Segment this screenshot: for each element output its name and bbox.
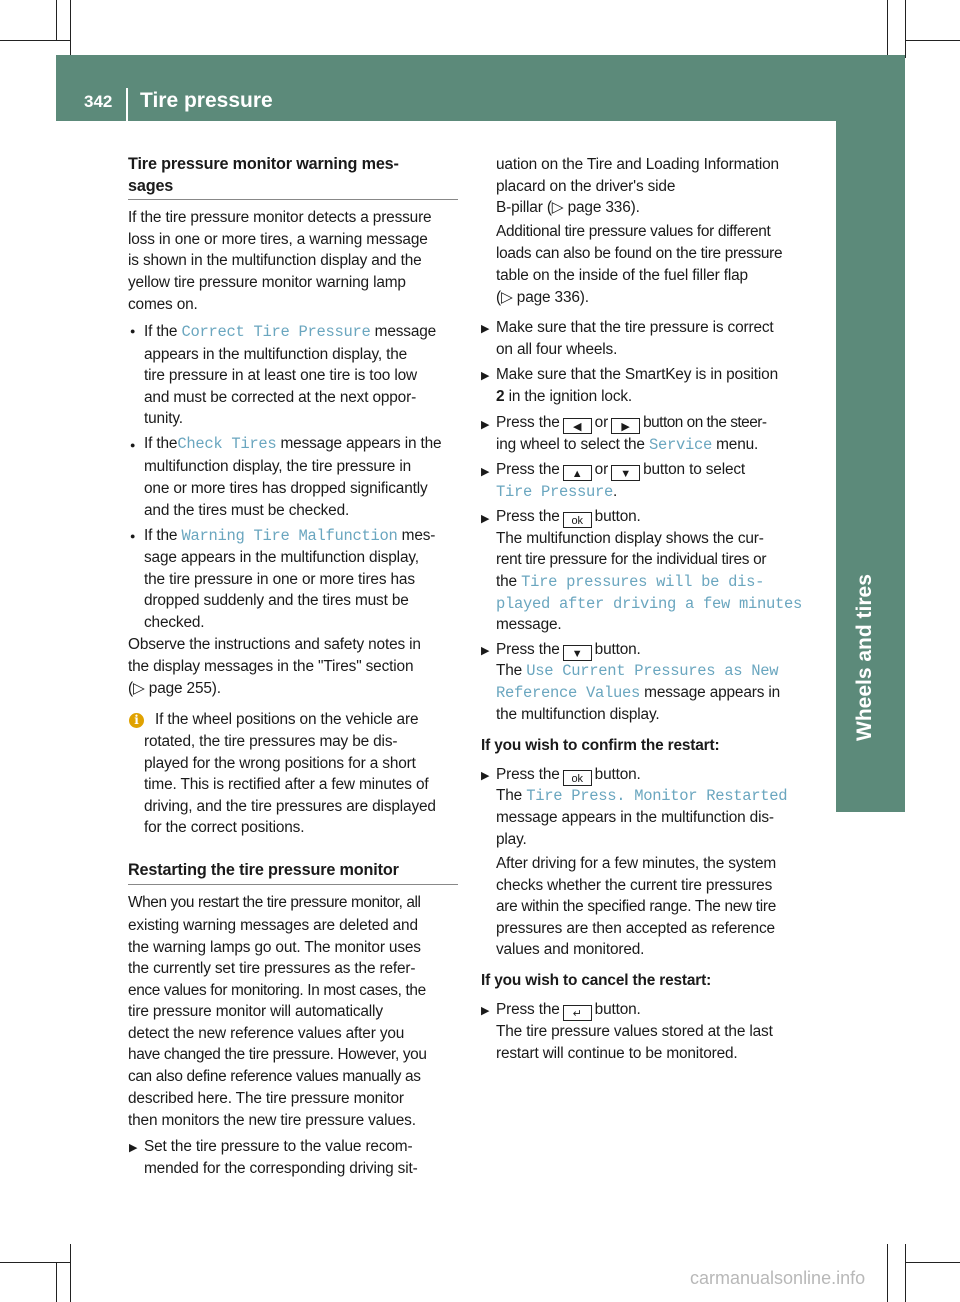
info-text: time. This is rectified after a few minutes of (144, 776, 429, 793)
step-text: uation on the Tire and Loading Information (496, 156, 779, 173)
list-item-text: and must be corrected at the next oppor- (144, 389, 417, 406)
step-text: pressures are then accepted as reference (496, 920, 775, 937)
text-run: or (594, 461, 609, 478)
display-message: Tire Pressure (496, 483, 614, 501)
step-text: table on the inside of the fuel filler flap (496, 267, 748, 284)
step-text: Additional tire pressure values for different (496, 223, 771, 240)
step-text (496, 460, 745, 481)
step-text: Make sure that the tire pressure is correct (496, 319, 774, 336)
back-button: ↵ (563, 1005, 592, 1021)
text-run: menu. (716, 436, 759, 453)
crop-mark (56, 1262, 57, 1302)
step-text: play. (496, 831, 527, 848)
body-text: loss in one or more tires, a warning message (128, 231, 428, 248)
text-run: message (374, 323, 437, 340)
page-reference[interactable]: (▷ page 255). (128, 680, 221, 697)
list-item-text: and the tires must be checked. (144, 502, 350, 519)
text-run: . (613, 483, 618, 500)
text-run: or (594, 414, 609, 431)
step-text (496, 683, 780, 703)
subheading: If you wish to confirm the restart: (481, 737, 720, 754)
list-item-text: dropped suddenly and the tires must be (144, 592, 409, 609)
bullet-icon: ● (130, 326, 136, 336)
step-arrow-icon: ▶ (481, 466, 490, 478)
crop-mark (70, 1244, 71, 1302)
down-button: ▼ (563, 645, 592, 661)
list-item-text: tunity. (144, 410, 183, 427)
info-icon: i (129, 713, 144, 728)
step-text: After driving for a few minutes, the system (496, 855, 777, 872)
up-button: ▲ (563, 465, 592, 481)
display-message: Tire Press. Monitor Restarted (526, 787, 788, 805)
step-arrow-icon: ▶ (481, 770, 490, 782)
page-number: 342 (84, 92, 113, 111)
crop-mark (887, 1244, 888, 1302)
step-text (496, 507, 641, 528)
text-run: ing wheel to select the (496, 436, 645, 453)
body-text: the currently set tire pressures as the refer- (128, 960, 416, 977)
text-run: button. (594, 1001, 641, 1018)
body-text: is shown in the multifunction display and the (128, 252, 422, 269)
step-text (496, 640, 641, 661)
step-text (496, 786, 787, 806)
text-run: message appears in (644, 684, 781, 701)
step-text: checks whether the current tire pressures (496, 877, 773, 894)
step-text: placard on the driver's side (496, 178, 676, 195)
info-text: for the correct positions. (144, 819, 305, 836)
heading-rule (128, 199, 458, 200)
step-text (496, 572, 764, 592)
step-arrow-icon: ▶ (481, 513, 490, 525)
display-message: Service (648, 436, 712, 454)
step-text (496, 482, 617, 502)
list-item (144, 434, 441, 454)
right-button: ▶ (611, 418, 640, 434)
crop-mark (0, 1262, 70, 1263)
body-text: the display messages in the "Tires" section (128, 658, 414, 675)
ok-button: ok (563, 512, 592, 528)
crop-mark (905, 0, 906, 58)
body-text: the warning lamps go out. The monitor uses (128, 939, 421, 956)
down-button: ▼ (611, 465, 640, 481)
display-message: Reference Values (496, 684, 641, 702)
bullet-icon: ● (130, 531, 136, 541)
page-reference[interactable]: (▷ page 336). (496, 289, 589, 306)
text-run: button on the steer- (643, 414, 767, 431)
step-text: Make sure that the SmartKey is in position (496, 366, 778, 383)
step-arrow-icon: ▶ (481, 323, 490, 335)
text-run: Press the (496, 508, 560, 525)
text-run: mes- (401, 527, 436, 544)
text-run: button. (594, 641, 641, 658)
text-run: Press the (496, 414, 560, 431)
step-text: loads can also be found on the tire pressure (496, 245, 783, 262)
header-divider (126, 88, 128, 121)
step-text: values and monitored. (496, 941, 645, 958)
step-text: message appears in the multifunction dis- (496, 809, 774, 826)
text-run: The (496, 787, 523, 804)
crop-mark (905, 1262, 960, 1263)
body-text: ence values for monitoring. In most cases, the (128, 982, 426, 999)
text-run: button to select (643, 461, 746, 478)
step-text: are within the specified range. The new tire (496, 898, 776, 915)
step-text: The tire pressure values stored at the last (496, 1023, 773, 1040)
body-text: have changed the tire pressure. However, you (128, 1046, 427, 1063)
info-text: If the wheel positions on the vehicle are (155, 711, 419, 728)
list-item-text: appears in the multifunction display, the (144, 346, 408, 363)
crop-mark (70, 0, 71, 58)
body-text: then monitors the new tire pressure values. (128, 1112, 416, 1129)
section-heading: Restarting the tire pressure monitor (128, 861, 399, 879)
display-message: played after driving a few minutes (496, 595, 803, 613)
body-text: tire pressure monitor will automatically (128, 1003, 383, 1020)
text-run: Press the (496, 461, 560, 478)
body-text: Observe the instructions and safety notes in (128, 636, 421, 653)
body-text: comes on. (128, 296, 198, 313)
list-item-text: multifunction display, the tire pressure in (144, 458, 412, 475)
body-text: If the tire pressure monitor detects a pressure (128, 209, 432, 226)
crop-mark (905, 1244, 906, 1302)
step-text (496, 661, 778, 681)
text-run: Press the (496, 766, 560, 783)
step-arrow-icon: ▶ (481, 645, 490, 657)
step-text (496, 1000, 641, 1021)
page-reference[interactable]: B-pillar (▷ page 336). (496, 199, 640, 216)
step-arrow-icon: ▶ (481, 1005, 490, 1017)
step-arrow-icon: ▶ (481, 370, 490, 382)
body-text: can also define reference values manually as (128, 1068, 421, 1085)
body-text: detect the new reference values after you (128, 1025, 405, 1042)
text-run: Press the (496, 641, 560, 658)
text-run: button. (594, 508, 641, 525)
step-text: The multifunction display shows the cur- (496, 530, 764, 547)
display-message: Warning Tire Malfunction (181, 527, 398, 545)
text-run: message appears in the (280, 435, 442, 452)
text-run: The (496, 662, 523, 679)
crop-mark (887, 0, 888, 58)
section-heading: Tire pressure monitor warning mes- (128, 155, 399, 173)
text-run: If the (144, 435, 178, 452)
step-text: Set the tire pressure to the value recom- (144, 1138, 413, 1155)
step-text: mended for the corresponding driving sit- (144, 1160, 418, 1177)
step-text: restart will continue to be monitored. (496, 1045, 738, 1062)
list-item (144, 322, 436, 342)
body-text: yellow tire pressure monitor warning lamp (128, 274, 406, 291)
step-text (496, 435, 758, 455)
bullet-icon: ● (130, 440, 136, 450)
page-title: Tire pressure (140, 89, 273, 112)
info-text: driving, and the tire pressures are displayed (144, 798, 436, 815)
watermark: carmanualsonline.info (690, 1268, 866, 1288)
text-run: in the ignition lock. (508, 388, 633, 405)
info-text: rotated, the tire pressures may be dis- (144, 733, 398, 750)
list-item-text: the tire pressure in one or more tires has (144, 571, 415, 588)
info-text: played for the wrong positions for a short (144, 755, 416, 772)
step-text: the multifunction display. (496, 706, 660, 723)
display-message: Tire pressures will be dis- (521, 573, 765, 591)
step-text: message. (496, 616, 562, 633)
list-item-text: checked. (144, 614, 205, 631)
crop-mark (0, 40, 70, 41)
body-text: When you restart the tire pressure monitor, all (128, 894, 421, 911)
body-text: existing warning messages are deleted and (128, 917, 418, 934)
left-button: ◀ (563, 418, 592, 434)
step-arrow-icon: ▶ (129, 1142, 138, 1154)
crop-mark (905, 40, 960, 41)
text-run: If the (144, 323, 178, 340)
body-text: described here. The tire pressure monitor (128, 1090, 404, 1107)
step-text (496, 387, 632, 407)
crop-mark (56, 0, 57, 40)
key-position: 2 (496, 388, 505, 405)
display-message: Correct Tire Pressure (181, 323, 371, 341)
text-run: If the (144, 527, 178, 544)
side-tab-label-wrap (836, 121, 905, 761)
list-item (144, 526, 435, 546)
step-text (496, 413, 767, 434)
step-text: on all four wheels. (496, 341, 618, 358)
display-message: Use Current Pressures as New (526, 662, 779, 680)
text-run: the (496, 573, 517, 590)
list-item-text: tire pressure in at least one tire is too low (144, 367, 417, 384)
list-item-text: one or more tires has dropped significantly (144, 480, 428, 497)
ok-button: ok (563, 770, 592, 786)
step-arrow-icon: ▶ (481, 419, 490, 431)
heading-rule (128, 884, 458, 885)
side-tab-label: Wheels and tires (853, 574, 876, 741)
list-item-text: sage appears in the multifunction display, (144, 549, 419, 566)
step-text: rent tire pressure for the individual tires or (496, 551, 767, 568)
text-run: button. (594, 766, 641, 783)
step-text (496, 765, 641, 786)
section-heading: sages (128, 177, 174, 195)
display-message: Check Tires (177, 435, 277, 453)
text-run: Press the (496, 1001, 560, 1018)
subheading: If you wish to cancel the restart: (481, 972, 712, 989)
